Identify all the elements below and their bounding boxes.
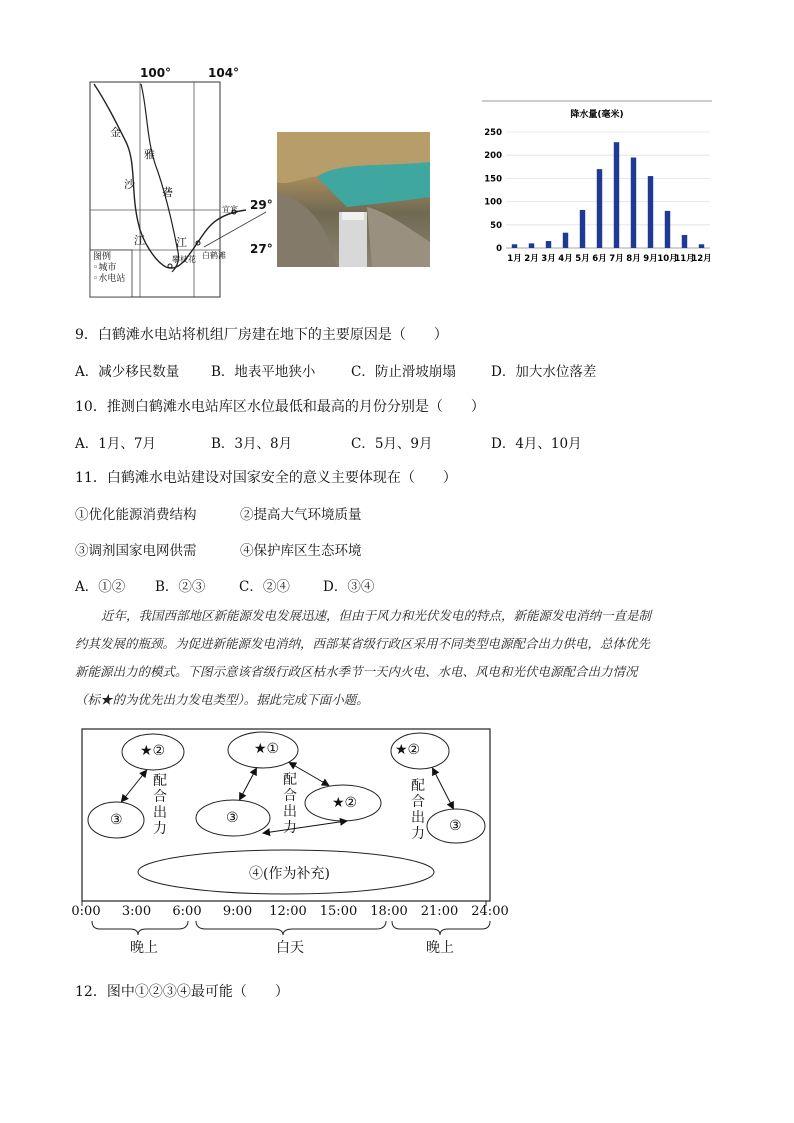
river-label-ya: 雅: [144, 148, 155, 161]
brace-night2: [392, 921, 490, 935]
q11-item-3: ③调剂国家电网供需: [75, 543, 197, 559]
lat-label-bottom: 27°: [250, 242, 273, 256]
passage: [75, 602, 725, 714]
label-left-bottom: ③: [110, 812, 123, 828]
time-tick-label: 15:00: [319, 904, 358, 919]
time-tick-label: 12:00: [269, 904, 307, 919]
river-label-long: 砻: [162, 186, 173, 199]
lon-label-left: 100°: [140, 66, 172, 80]
jinsha-river: [94, 84, 246, 268]
x-tick-label: 1月: [507, 254, 522, 264]
q10-option-d[interactable]: D．4月、10月: [491, 436, 582, 452]
q11-option-a[interactable]: A．①②: [75, 579, 126, 595]
x-tick-label: 8月: [626, 254, 641, 264]
bar: [614, 142, 619, 248]
bar: [648, 176, 653, 248]
label-mid-left: ③: [226, 810, 239, 826]
city-yibin-label: 宜宾: [222, 205, 238, 214]
bar: [546, 241, 551, 248]
q9-option-a[interactable]: A．减少移民数量: [75, 364, 180, 380]
x-tick-label: 6月: [592, 254, 607, 264]
bar: [597, 169, 602, 248]
time-tick-label: 21:00: [420, 904, 459, 919]
x-tick-label: 11月: [674, 254, 695, 264]
chart-title: 降水量(毫米): [570, 110, 624, 120]
river-label-jin: 金: [110, 126, 121, 139]
y-tick-label: 50: [490, 220, 502, 231]
q11-item-1: ①优化能源消费结构: [75, 507, 197, 523]
time-tick-label: 24:00: [471, 904, 509, 919]
y-tick-label: 0: [496, 244, 502, 254]
river-label-sha: 沙: [124, 178, 135, 191]
q10-option-c[interactable]: C．5月、9月: [351, 436, 433, 452]
y-tick-label: 200: [484, 151, 502, 162]
label-mid-right: ★②: [332, 795, 358, 811]
station-baihetan-label: 白鹤滩: [202, 251, 226, 260]
cooperate-label-right: 配合出力: [411, 778, 425, 842]
bar: [682, 235, 687, 248]
q12-stem: 12．图中①②③④最可能（ ）: [75, 984, 289, 1000]
passage-line-1: 近年，我国西部地区新能源发电发展迅速，但由于风力和光伏发电的特点，新能源发电消纳一直是制: [101, 608, 652, 623]
city-panzhihua-label: 攀枝花: [172, 255, 196, 264]
q11-option-d[interactable]: D．③④: [323, 579, 375, 595]
x-tick-label: 10月: [657, 254, 678, 264]
river-label-jiang1: 江: [134, 234, 145, 247]
bar: [699, 244, 704, 248]
brace-night1: [92, 921, 188, 935]
q9-option-b[interactable]: B．地表平地狭小: [211, 364, 316, 380]
x-tick-label: 12月: [691, 254, 712, 264]
x-tick-label: 5月: [575, 254, 590, 264]
q11-option-b[interactable]: B．②③: [155, 579, 206, 595]
x-tick-label: 3月: [541, 254, 556, 264]
label-left-top: ★②: [140, 743, 166, 759]
time-tick-label: 9:00: [222, 904, 253, 919]
period-night-1: 晚上: [130, 940, 158, 956]
legend-title: 图例: [93, 252, 112, 262]
time-axis: [0, 904, 794, 920]
legend-city: ◦城市: [93, 263, 117, 273]
label-right-top: ★②: [395, 742, 421, 758]
passage-line-3: 新能源出力的模式。下图示意该省级行政区枯水季节一天内火电、水电、风电和光伏电源配合出力情况: [75, 664, 638, 679]
q9-option-c[interactable]: C．防止滑坡崩塌: [351, 364, 456, 380]
period-night-2: 晚上: [426, 940, 454, 956]
lon-label-right: 104°: [208, 66, 240, 80]
river-label-jiang2: 江: [176, 236, 187, 249]
q11-item-2: ②提高大气环境质量: [240, 507, 362, 523]
y-tick-label: 150: [484, 174, 502, 185]
bar: [529, 243, 534, 248]
y-tick-label: 100: [484, 197, 502, 208]
q9-option-d[interactable]: D．加大水位落差: [491, 364, 597, 380]
power-dispatch-diagram: [78, 725, 518, 960]
bar: [580, 210, 585, 248]
q10-stem: 10．推测白鹤滩水电站库区水位最低和最高的月份分别是（ ）: [75, 399, 485, 415]
time-tick-label: 18:00: [370, 904, 408, 919]
arrow-left: [122, 771, 146, 801]
x-tick-label: 4月: [558, 254, 573, 264]
time-tick-label: 0:00: [71, 904, 101, 919]
precipitation-chart: [482, 100, 714, 270]
y-tick-label: 250: [484, 128, 502, 138]
arrow-right: [433, 769, 453, 808]
passage-line-2: 约其发展的瓶颈。为促进新能源发电消纳，西部某省级行政区采用不同类型电源配合出力供电，总体优先: [75, 636, 651, 651]
map-legend: [93, 252, 125, 285]
arrow-mid-bottom: [264, 821, 346, 833]
bar: [631, 158, 636, 248]
bar: [665, 211, 670, 248]
label-right-bottom: ③: [449, 818, 462, 834]
x-tick-label: 7月: [609, 254, 624, 264]
q10-option-b[interactable]: B．3月、8月: [211, 436, 293, 452]
q9-stem: 9．白鹤滩水电站将机组厂房建在地下的主要原因是（ ）: [75, 327, 448, 343]
lat-label-top: 29°: [250, 198, 273, 212]
time-tick-label: 3:00: [121, 904, 152, 919]
q11-option-c[interactable]: C．②④: [239, 579, 290, 595]
label-supplement: ④(作为补充): [249, 866, 330, 882]
bar: [563, 233, 568, 248]
passage-line-4: （标★的为优先出力发电类型）。据此完成下面小题。: [75, 692, 369, 707]
legend-station: ◦水电站: [93, 274, 126, 284]
arrow-mid-left: [240, 769, 256, 799]
x-tick-label: 9月: [643, 254, 658, 264]
q11-stem: 11．白鹤滩水电站建设对国家安全的意义主要体现在（ ）: [75, 470, 457, 486]
q10-option-a[interactable]: A．1月、7月: [75, 436, 156, 452]
cooperate-label-mid: 配合出力: [283, 772, 297, 836]
dam-photo: [277, 132, 430, 267]
brace-day: [196, 921, 386, 935]
cooperate-label-left: 配合出力: [153, 773, 167, 837]
q11-item-4: ④保护库区生态环境: [240, 543, 362, 559]
bar: [512, 244, 517, 248]
time-tick-label: 6:00: [172, 904, 202, 919]
x-tick-label: 2月: [524, 254, 539, 264]
label-mid-top: ★①: [254, 741, 280, 757]
period-day: 白天: [276, 940, 304, 956]
